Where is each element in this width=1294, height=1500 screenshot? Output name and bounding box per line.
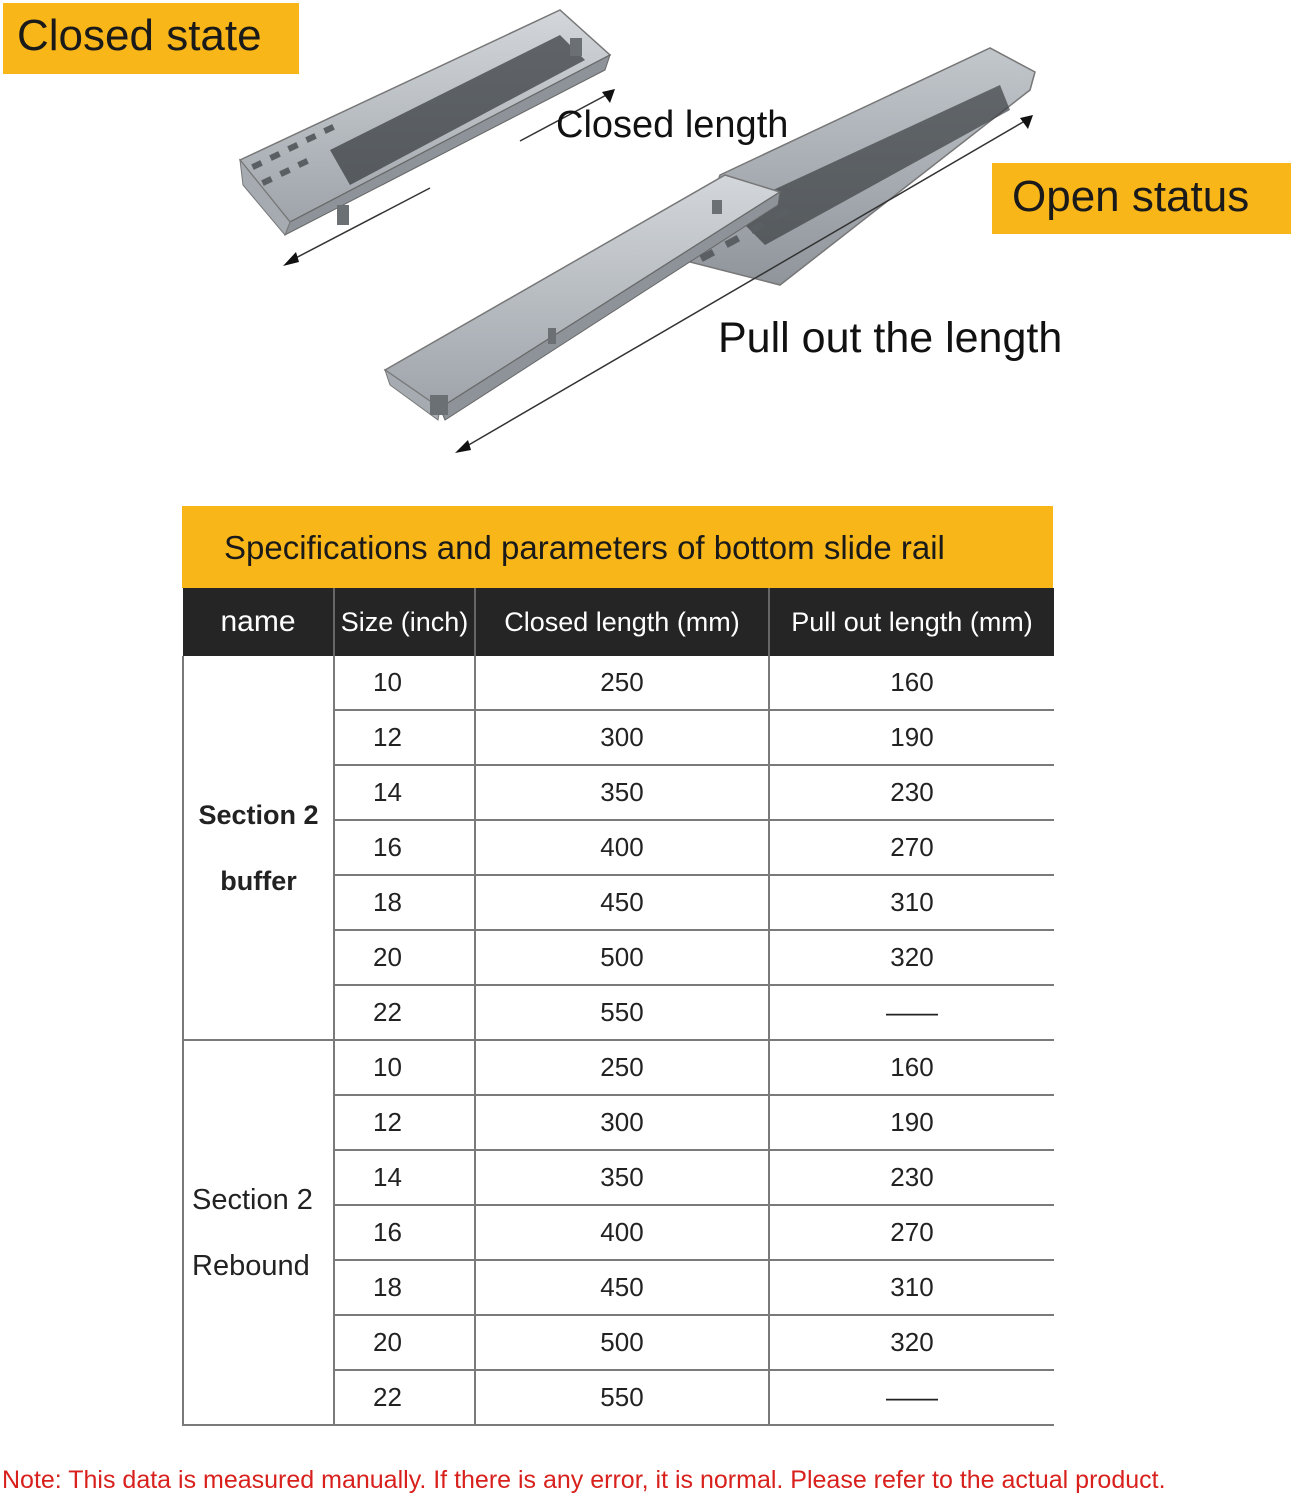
closed-length-label: Closed length — [556, 104, 789, 146]
header-name: name — [183, 588, 334, 656]
table-body — [183, 656, 1054, 1425]
header-pull-length: Pull out length (mm) — [769, 588, 1054, 656]
closed-cell: 500 — [475, 1315, 769, 1370]
pull-cell: 160 — [769, 656, 1054, 710]
open-status-label: Open status — [992, 163, 1291, 234]
closed-cell: 450 — [475, 875, 769, 930]
group-name-line2: Rebound — [192, 1249, 310, 1282]
closed-cell: 550 — [475, 985, 769, 1040]
pull-cell: 160 — [769, 1040, 1054, 1095]
size-cell: 22 — [334, 985, 475, 1040]
group-name-line1: Section 2 — [198, 799, 319, 830]
size-cell: 12 — [334, 1095, 475, 1150]
size-cell: 18 — [334, 1260, 475, 1315]
size-cell: 20 — [334, 930, 475, 985]
size-cell: 12 — [334, 710, 475, 765]
header-size: Size (inch) — [334, 588, 475, 656]
size-cell: 10 — [334, 656, 475, 710]
closed-cell: 300 — [475, 1095, 769, 1150]
closed-cell: 250 — [475, 1040, 769, 1095]
group-name-cell — [183, 1040, 334, 1425]
disclaimer-note: Note: This data is measured manually. If there is any error, it is normal. Please refer to the actual product. — [2, 1466, 1166, 1494]
pull-cell: —— — [769, 985, 1054, 1040]
closed-state-label: Closed state — [3, 3, 299, 74]
size-cell: 18 — [334, 875, 475, 930]
group-name-cell — [183, 656, 334, 1040]
pull-cell: 310 — [769, 875, 1054, 930]
size-cell: 14 — [334, 765, 475, 820]
pull-cell: 320 — [769, 1315, 1054, 1370]
closed-cell: 350 — [475, 1150, 769, 1205]
size-cell: 16 — [334, 1205, 475, 1260]
pull-cell: 190 — [769, 1095, 1054, 1150]
closed-cell: 500 — [475, 930, 769, 985]
pull-length-label: Pull out the length — [718, 314, 1063, 362]
pull-cell: 190 — [769, 710, 1054, 765]
table-title: Specifications and parameters of bottom slide rail — [182, 506, 1053, 588]
table-row — [183, 656, 1054, 710]
closed-cell: 350 — [475, 765, 769, 820]
pull-cell: 230 — [769, 765, 1054, 820]
size-cell: 20 — [334, 1315, 475, 1370]
pull-cell: 270 — [769, 1205, 1054, 1260]
closed-cell: 250 — [475, 656, 769, 710]
group-name-line1: Section 2 — [192, 1183, 313, 1216]
pull-cell: 230 — [769, 1150, 1054, 1205]
header-closed-length: Closed length (mm) — [475, 588, 769, 656]
group-name-line2: buffer — [220, 865, 297, 896]
closed-cell: 300 — [475, 710, 769, 765]
pull-cell: 270 — [769, 820, 1054, 875]
closed-cell: 550 — [475, 1370, 769, 1425]
pull-cell: 310 — [769, 1260, 1054, 1315]
closed-cell: 400 — [475, 820, 769, 875]
pull-cell: 320 — [769, 930, 1054, 985]
size-cell: 10 — [334, 1040, 475, 1095]
table-row — [183, 1040, 1054, 1095]
pull-cell: —— — [769, 1370, 1054, 1425]
closed-cell: 450 — [475, 1260, 769, 1315]
size-cell: 22 — [334, 1370, 475, 1425]
closed-cell: 400 — [475, 1205, 769, 1260]
size-cell: 16 — [334, 820, 475, 875]
spec-table-section — [182, 506, 1053, 1426]
spec-table — [182, 588, 1054, 1426]
table-header-row — [183, 588, 1054, 656]
size-cell: 14 — [334, 1150, 475, 1205]
